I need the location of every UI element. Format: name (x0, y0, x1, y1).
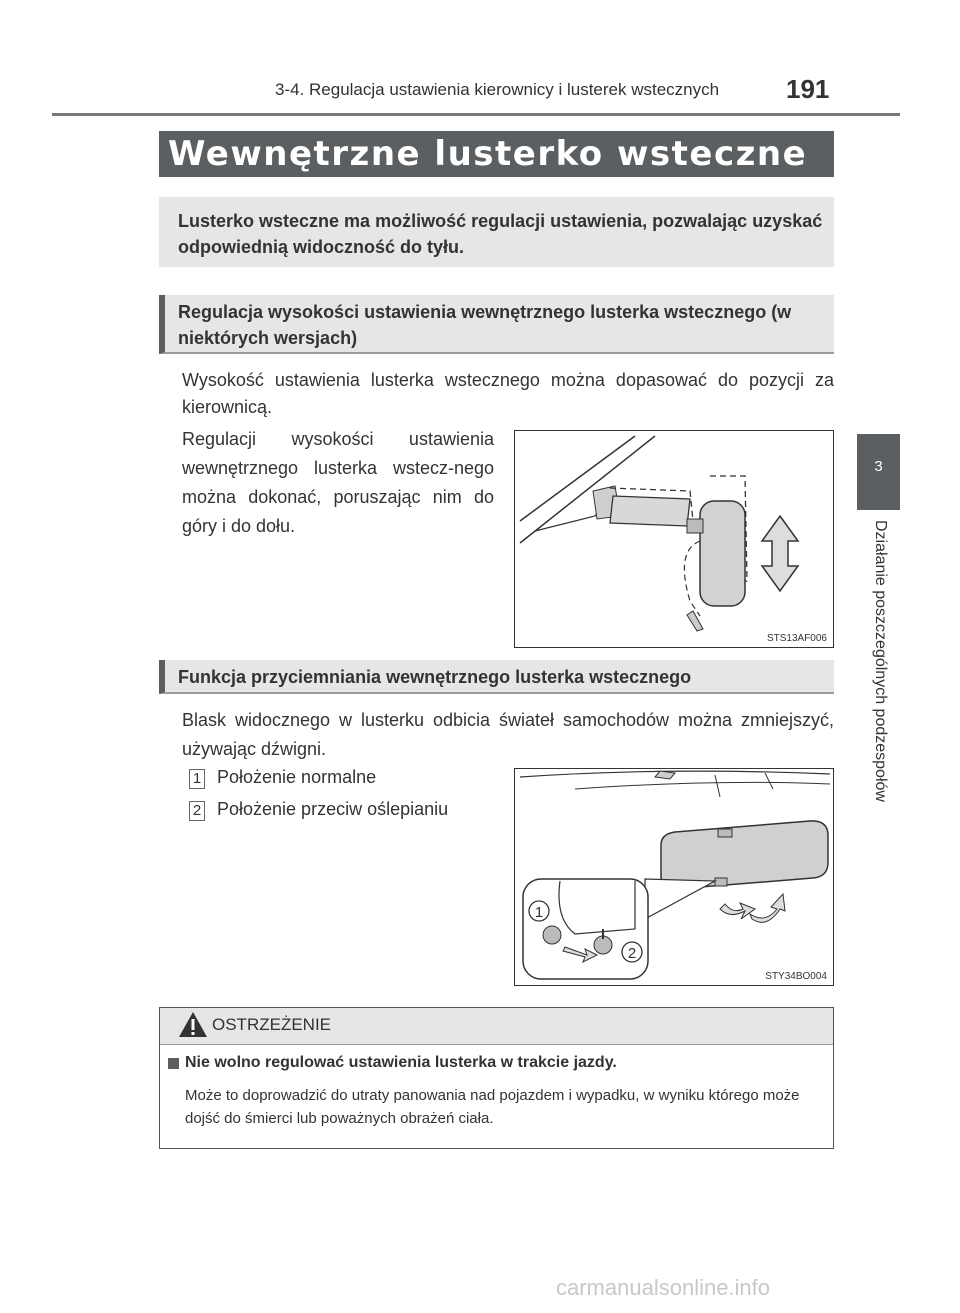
figure-mirror-dimming (514, 768, 834, 986)
section-heading-height-adjust: Regulacja wysokości ustawienia wewnętrznego lusterka wstecznego (w niektórych wersjach) (178, 302, 792, 348)
figure-code: STY34BO004 (765, 971, 827, 982)
callout-1-label: 1 (534, 904, 544, 921)
figure-code: STS13AF006 (766, 633, 827, 644)
intro-text: Lusterko wsteczne ma możliwość regulacji ustawienia, pozwalając uzyskać odpowiednią widoczność do tyłu. (178, 211, 823, 257)
warning-statement: Nie wolno regulować ustawienia lusterka w trakcie jazdy. (185, 1054, 617, 1071)
header-divider (52, 113, 900, 116)
up-down-arrow-icon (762, 516, 798, 591)
section-heading-dimming: Funkcja przyciemniania wewnętrznego lusterka wstecznego (178, 667, 692, 687)
mirror-height-illustration (515, 431, 833, 647)
height-adjust-paragraph: Wysokość ustawienia lusterka wstecznego można dopasować do pozycji za kierownicą. (182, 370, 834, 417)
item-antiglare-position: Położenie przeciw oślepianiu (217, 799, 449, 819)
item-normal-position: Położenie normalne (217, 767, 377, 787)
warning-description: Może to doprowadzić do utraty panowania nad pojazdem i wypadku, w wyniku którego może dojść do śmierci lub poważnych obrażeń ciała. (185, 1087, 800, 1127)
item-number-badge: 1 (189, 769, 205, 789)
warning-title: OSTRZEŻENIE (212, 1015, 332, 1034)
figure-mirror-height (514, 430, 834, 648)
page-title: Wewnętrzne lusterko wsteczne (168, 134, 808, 174)
height-adjust-instructions: Regulacji wysokości ustawienia wewnętrznego lusterka wstecz-nego można dokonać, poruszając nim do góry i do dołu. (182, 429, 494, 536)
header-section-title: 3-4. Regulacja ustawienia kierownicy i lusterek wstecznych (275, 80, 720, 99)
chapter-number: 3 (874, 458, 883, 475)
item-number-badge: 2 (189, 801, 205, 821)
chapter-label: Działanie poszczególnych podzespołów (872, 520, 889, 802)
bullet-square-icon (168, 1058, 179, 1069)
footer-watermark: carmanualsonline.info (556, 1275, 771, 1300)
mirror-dimming-illustration (515, 769, 833, 985)
page-number: 191 (786, 74, 830, 104)
dimming-paragraph: Blask widocznego w lusterku odbicia świateł samochodów można zmniejszyć, używając dźwigni. (182, 710, 834, 759)
callout-2-label: 2 (627, 945, 637, 962)
warning-triangle-icon (178, 1011, 208, 1038)
